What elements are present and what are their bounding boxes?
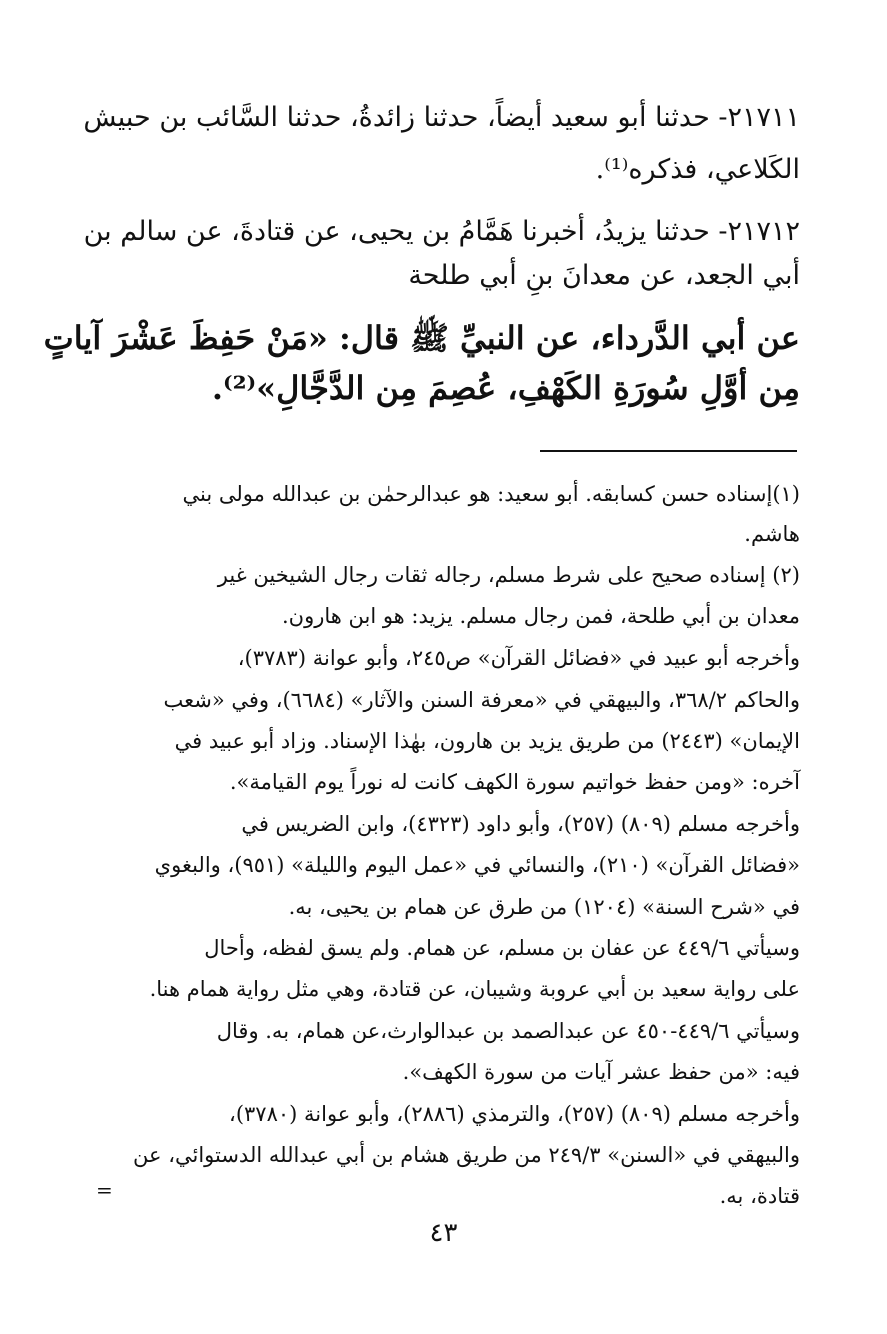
footnote-line: على رواية سعيد بن أبي عروبة وشيبان، عن قتادة، وهي مثل رواية همام هنا. <box>149 977 800 1001</box>
footnote-line: هاشم. <box>744 522 800 546</box>
footnote-line: في «شرح السنة» (١٢٠٤) من طرق عن همام بن يحيى، به. <box>288 895 800 919</box>
text-line: ٢١٧١٢- حدثنا يزيدُ، أخبرنا هَمَّامُ بن يحيى، عن قتادةَ، عن سالم بن <box>83 216 800 247</box>
text-line: عن أبي الدَّرداء، عن النبيِّ ﷺ قال: «مَنْ حَفِظَ عَشْرَ آياتٍ <box>43 319 800 357</box>
hadith-21712-matn <box>43 315 800 415</box>
text-line: مِن أوَّلِ سُورَةِ الكَهْفِ، عُصِمَ مِن الدَّجَّالِ»⁽²⁾. <box>211 369 800 407</box>
footnote-line: وأخرجه مسلم (٨٠٩) (٢٥٧)، وأبو داود (٤٣٢٣)، وابن الضريس في <box>241 812 800 836</box>
footnote-line: والبيهقي في «السنن» ٢٤٩/٣ من طريق هشام بن أبي عبدالله الدستوائي، عن <box>133 1143 800 1167</box>
footnotes <box>100 478 800 1208</box>
footnote-line: (٢) إسناده صحيح على شرط مسلم، رجاله ثقات رجال الشيخين غير <box>217 563 800 587</box>
hadith-21711 <box>83 98 800 188</box>
footnote-line: الإيمان» (٢٤٤٣) من طريق يزيد بن هارون، بهٰذا الإسناد. وزاد أبو عبيد في <box>174 729 800 753</box>
footnote-line: فيه: «من حفظ عشر آيات من سورة الكهف». <box>402 1060 800 1084</box>
footnote-separator <box>540 450 797 452</box>
footnote-line: وسيأتي ٤٤٩/٦-٤٥٠ عن عبدالصمد بن عبدالوارث،عن همام، به. وقال <box>216 1019 800 1043</box>
text-line: ٢١٧١١- حدثنا أبو سعيد أيضاً، حدثنا زائدةُ، حدثنا السَّائب بن حبيش <box>83 102 800 133</box>
footnote-line: قتادة، به. <box>719 1184 800 1208</box>
text-line: أبي الجعد، عن معدانَ بنِ أبي طلحة <box>408 260 800 291</box>
footnote-line: وسيأتي ٤٤٩/٦ عن عفان بن مسلم، عن همام. ولم يسق لفظه، وأحال <box>204 936 800 960</box>
footnote-line: والحاكم ٣٦٨/٢، والبيهقي في «معرفة السنن والآثار» (٦٦٨٤)، وفي «شعب <box>163 688 800 712</box>
footnote-line: آخره: «ومن حفظ خواتيم سورة الكهف كانت له نوراً يوم القيامة». <box>229 770 800 794</box>
footnote-line: معدان بن أبي طلحة، فمن رجال مسلم. يزيد: هو ابن هارون. <box>281 604 800 628</box>
footnote-line: وأخرجه مسلم (٨٠٩) (٢٥٧)، والترمذي (٢٨٨٦)، وأبو عوانة (٣٧٨٠)، <box>229 1102 800 1126</box>
page-number: ٤٣ <box>429 1218 458 1248</box>
continuation-mark: = <box>96 1178 113 1202</box>
text-line: الكَلاعي، فذكره⁽¹⁾. <box>595 154 800 185</box>
footnote-line: «فضائل القرآن» (٢١٠)، والنسائي في «عمل اليوم والليلة» (٩٥١)، والبغوي <box>154 853 800 877</box>
footnote-line: وأخرجه أبو عبيد في «فضائل القرآن» ص٢٤٥، وأبو عوانة (٣٧٨٣)، <box>237 646 800 670</box>
hadith-21712-isnad <box>83 212 800 302</box>
footnote-line: (١)إسناده حسن كسابقه. أبو سعيد: هو عبدالرحمٰن بن عبدالله مولى بني <box>182 482 800 506</box>
